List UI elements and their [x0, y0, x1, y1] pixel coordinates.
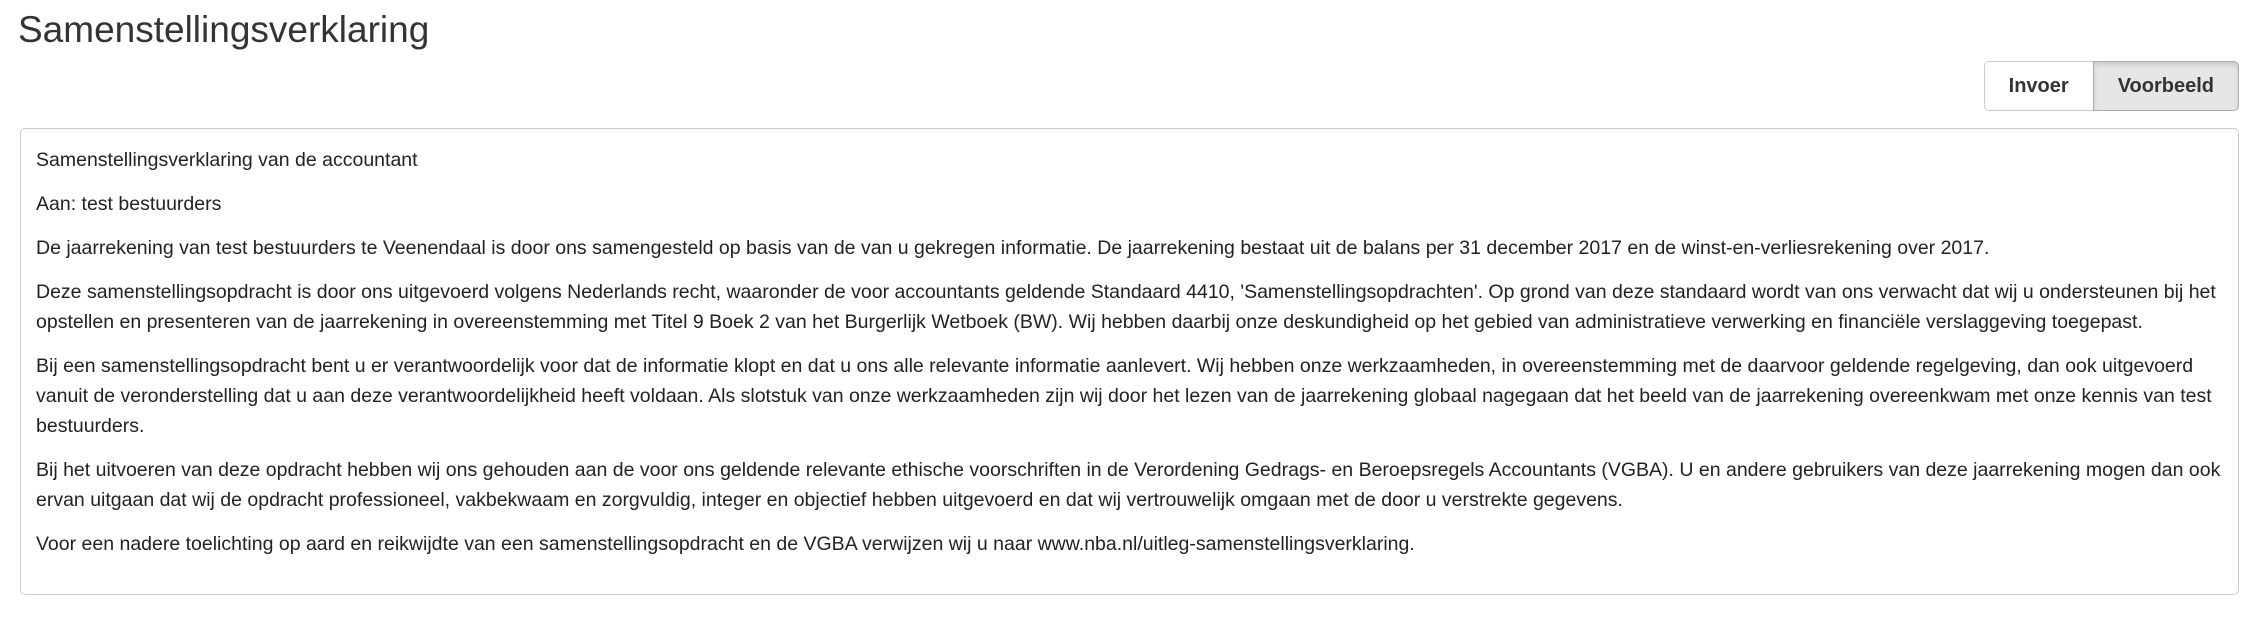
page-title: Samenstellingsverklaring	[18, 9, 430, 50]
invoer-button[interactable]: Invoer	[1984, 61, 2094, 111]
document-addressee: Aan: test bestuurders	[36, 193, 222, 215]
voorbeeld-button[interactable]: Voorbeeld	[2093, 61, 2239, 111]
document-paragraph: Deze samenstellingsopdracht is door ons uitgevoerd volgens Nederlands recht, waaronder de voor accountants geldende Standaard 4410, 'Samenstellingsopdrachten'. Op grond van deze standaard wordt van ons verwacht dat wij u ondersteunen bij het opstellen en presenteren van de jaarrekening in overeenstemming met Titel 9 Boek 2 van het Burgerlijk Wetboek (BW). Wij hebben daarbij onze deskundigheid op het gebied van administratieve verwerking en financiële verslaggeving toegepast.	[36, 281, 2216, 333]
document-paragraph: De jaarrekening van test bestuurders te Veenendaal is door ons samengesteld op basis van de van u gekregen informatie. De jaarrekening bestaat uit de balans per 31 december 2017 en de winst-en-verliesrekening over 2017.	[36, 237, 1990, 259]
document-paragraph: Voor een nadere toelichting op aard en reikwijdte van een samenstellingsopdracht en de VGBA verwijzen wij u naar www.nba.nl/uitleg-samenstellingsverklaring.	[36, 533, 1415, 555]
preview-panel	[20, 128, 2239, 595]
document-heading: Samenstellingsverklaring van de accountant	[36, 149, 418, 171]
view-toggle-group	[1984, 61, 2239, 111]
document-paragraph: Bij het uitvoeren van deze opdracht hebben wij ons gehouden aan de voor ons geldende relevante ethische voorschriften in de Verordening Gedrags- en Beroepsregels Accountants (VGBA). U en andere gebruikers van deze jaarrekening mogen dan ook ervan uitgaan dat wij de opdracht professioneel, vakbekwaam en zorgvuldig, integer en objectief hebben uitgevoerd en dat wij vertrouwelijk omgaan met de door u verstrekte gegevens.	[36, 459, 2221, 511]
document-paragraph: Bij een samenstellingsopdracht bent u er verantwoordelijk voor dat de informatie klopt en dat u ons alle relevante informatie aanlevert. Wij hebben onze werkzaamheden, in overeenstemming met de daarvoor geldende regelgeving, dan ook uitgevoerd vanuit de veronderstelling dat u aan deze verantwoordelijkheid heeft voldaan. Als slotstuk van onze werkzaamheden zijn wij door het lezen van de jaarrekening globaal nagegaan dat het beeld van de jaarrekening overeenkwam met onze kennis van test bestuurders.	[36, 355, 2212, 437]
